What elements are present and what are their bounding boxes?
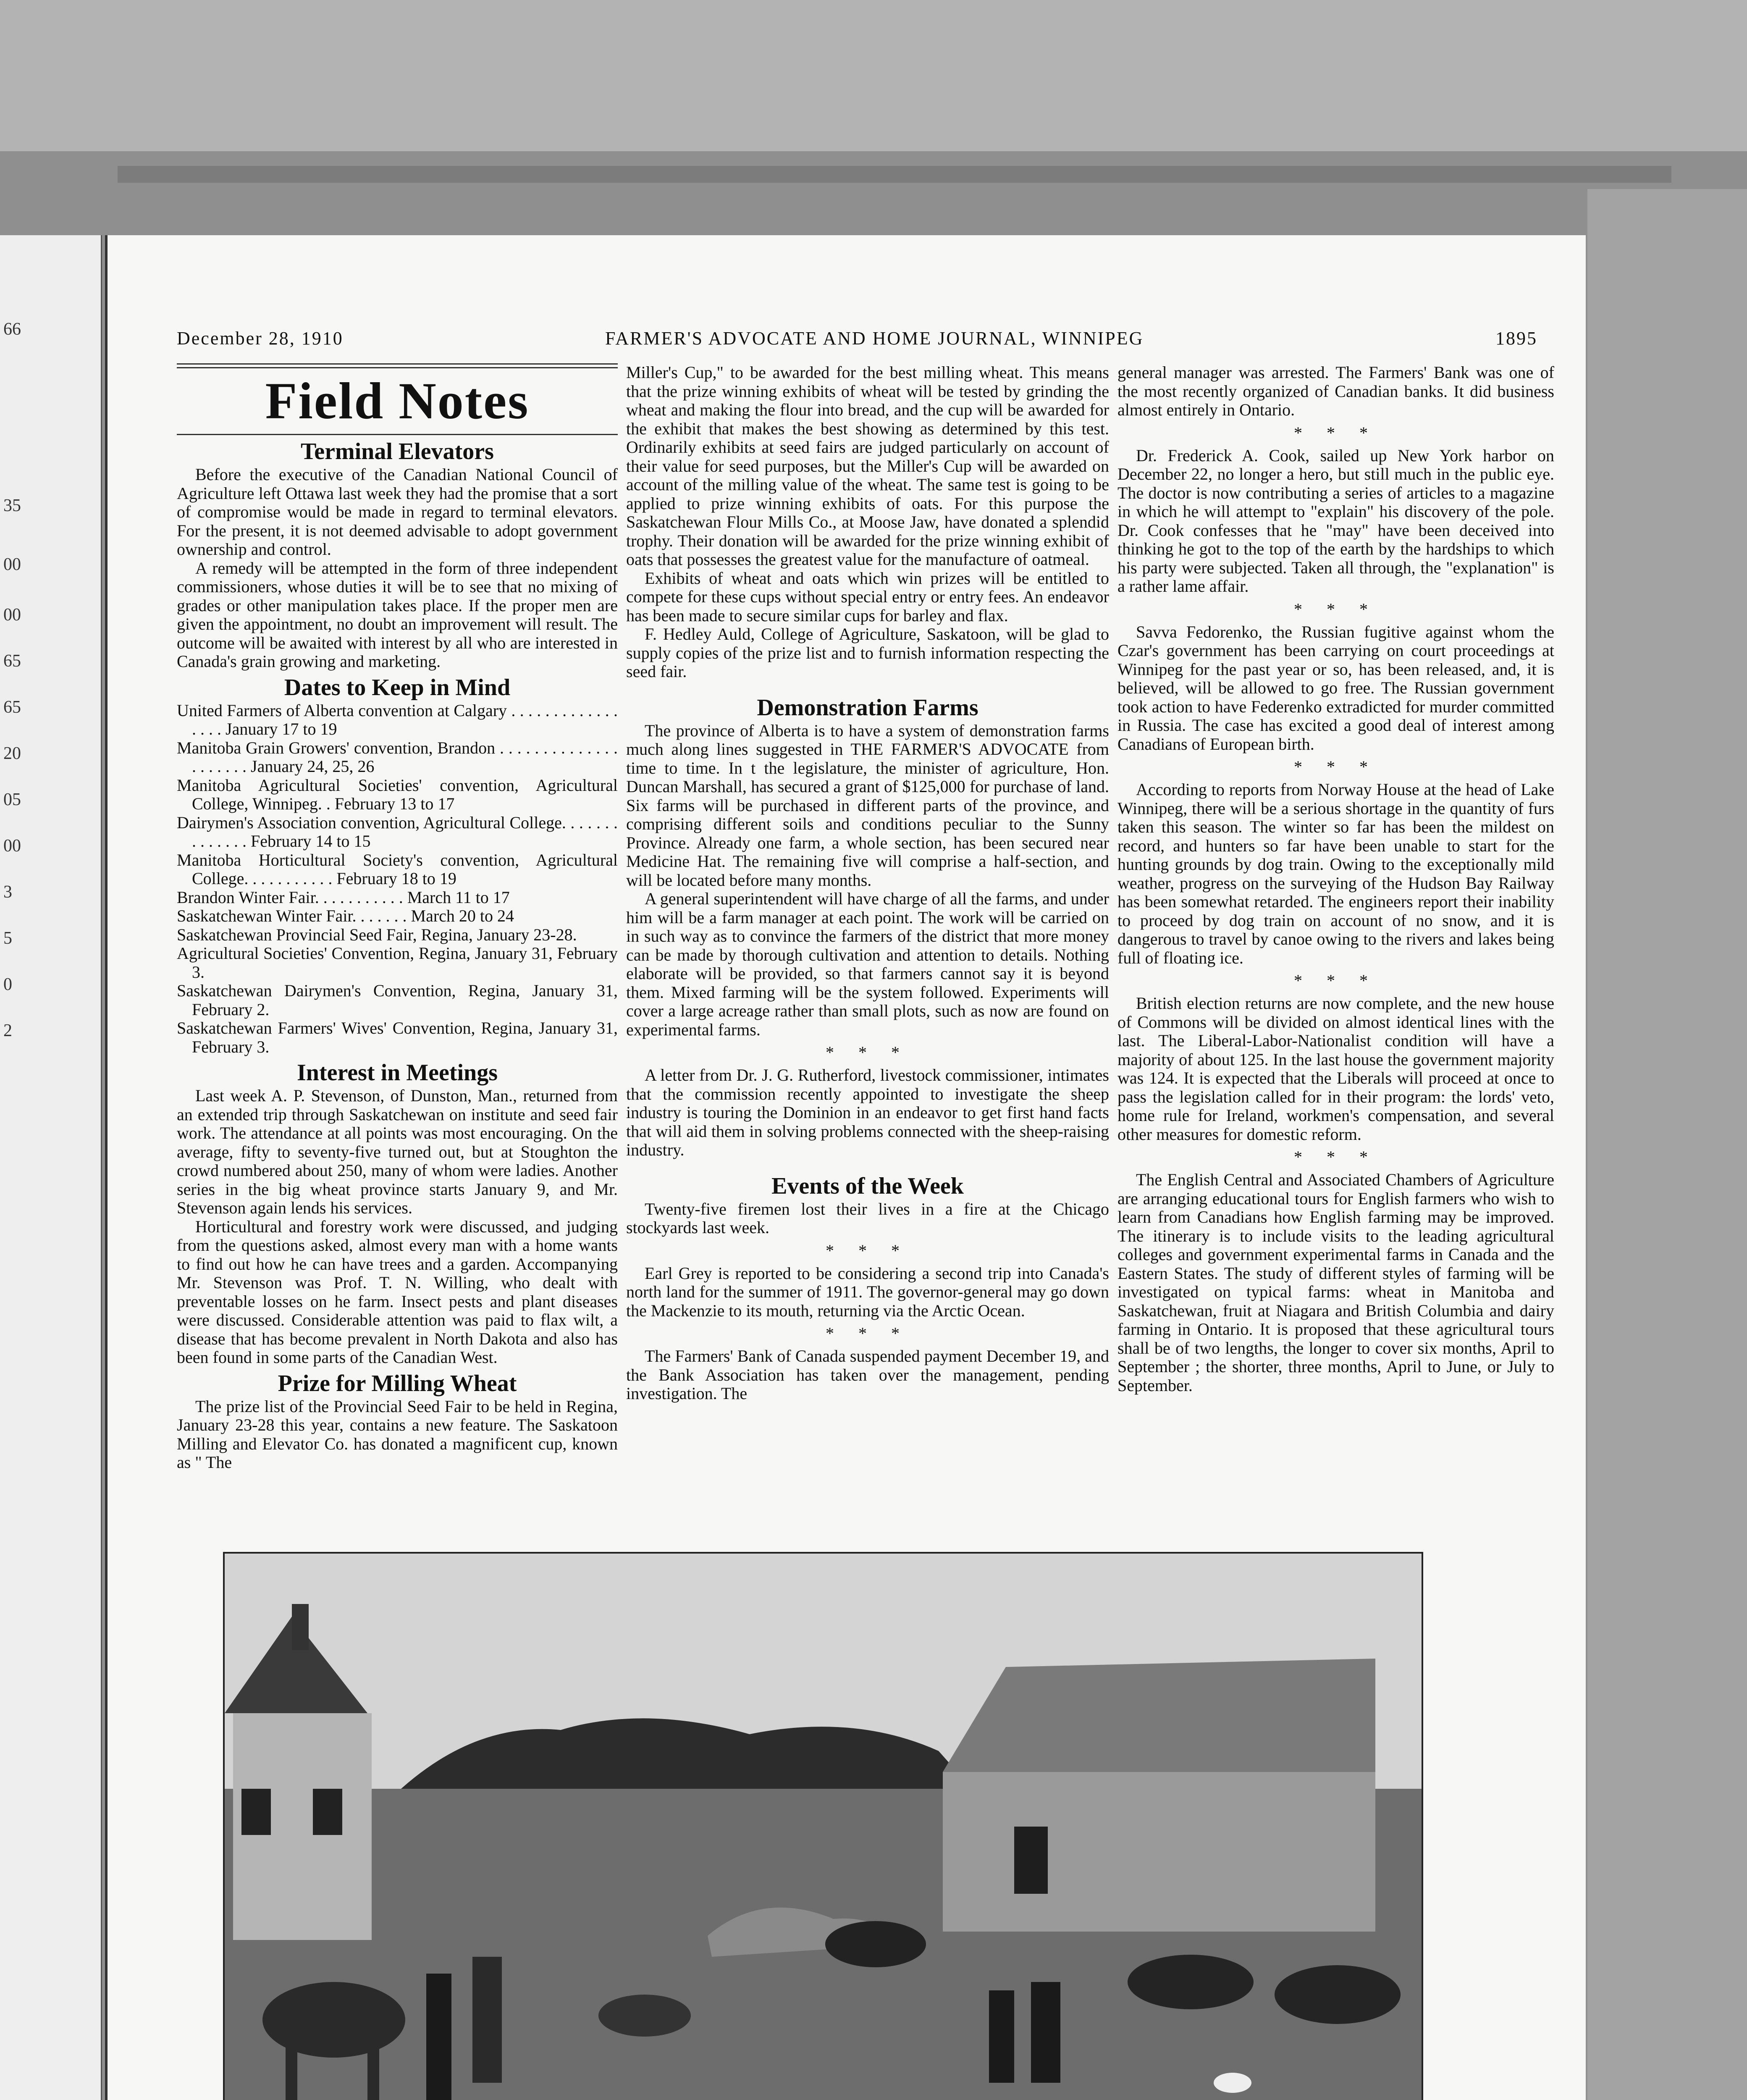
article-heading-meetings: Interest in Meetings	[297, 1060, 498, 1086]
dates-list	[177, 701, 618, 1057]
column-1	[177, 363, 618, 1472]
barn-door	[1014, 1827, 1048, 1894]
separator: * * *	[1294, 971, 1378, 990]
issue-date: December 28, 1910	[177, 328, 344, 349]
list-item: Brandon Winter Fair. . . . . . . . . . . March 11 to 17	[177, 887, 510, 907]
person	[472, 1957, 502, 2083]
article-paragraph: A general superintendent will have charge of all the farms, and under him will be a farm manager at each point. The work will be carried on in such way as to convince the farmers of the district that more money can be made by thorough cultivation and attention to details. Nothing elaborate will be provided, so that farmers cannot say it is beyond them. Mixed farming will be the system followed. Experiments will cover a large acreage rather than small plots, such as now are found on experimental farms.	[626, 889, 1109, 1039]
article-paragraph: A letter from Dr. J. G. Rutherford, livestock commissioner, intimates that the commission recently appointed to investigate the sheep industry is touring the Dominion in an endeavor to get first hand facts that will aid them in solving problems connected with the sheep-raising industry.	[626, 1066, 1109, 1159]
scan-mount-right	[1587, 189, 1747, 2100]
separator: * * *	[826, 1324, 910, 1343]
article-heading-dates: Dates to Keep in Mind	[284, 674, 511, 701]
facing-page-number: 35	[3, 496, 21, 515]
facing-page-edge	[0, 235, 102, 2100]
article-heading-terminal-elevators: Terminal Elevators	[301, 438, 494, 465]
facing-page-number: 00	[3, 836, 21, 856]
list-item: Manitoba Horticultural Society's convention, Agricultural College. . . . . . . . . . . February 18 to 19	[177, 850, 618, 888]
list-item: Saskatchewan Winter Fair. . . . . . . March 20 to 24	[177, 906, 514, 925]
person	[989, 1990, 1014, 2083]
section-masthead: Field Notes	[265, 372, 530, 430]
article-paragraph: Last week A. P. Stevenson, of Dunston, Man., returned from an extended trip through Saskatchewan on institute and seed fair work. The attendance at all points was most encouraging. On the average, fifty to seventy-five turned out, but at Stoughton the crowd numbered about 250, many of whom were ladies. Another series in the big wheat province starts January 9, and Mr. Stevenson again lends his services.	[177, 1086, 618, 1217]
list-item: Manitoba Grain Growers' convention, Brandon . . . . . . . . . . . . . . . . . . . . . January 24, 25, 26	[177, 738, 618, 776]
column-3	[1117, 363, 1554, 1395]
spacer	[626, 681, 1109, 691]
article-paragraph: Savva Fedorenko, the Russian fugitive against whom the Czar's government has been carrying on court proceedings at Winnipeg for the past year or so, has been released, and, it is believed, will be allowed to go free. The Russian government took action to have Federenko extradicted for murder committed in Russia. The case has excited a good deal of interest among Canadians of European birth.	[1117, 622, 1554, 753]
horse	[825, 1921, 926, 1967]
article-paragraph: The prize list of the Provincial Seed Fair to be held in Regina, January 23-28 this year, contains a new feature. The Saskatoon Milling and Elevator Co. has donated a magnificent cup, known as " The	[177, 1396, 618, 1472]
horse-leg	[367, 2045, 379, 2100]
article-paragraph: The Farmers' Bank of Canada suspended payment December 19, and the Bank Association has taken over the management, pending investigation. The	[626, 1347, 1109, 1403]
facing-page-number: 3	[3, 882, 12, 902]
running-head	[177, 328, 1537, 357]
article-paragraph: Horticultural and forestry work were discussed, and judging from the questions asked, almost every man with a home wants to find out how he can have trees and a garden. Accompanying Mr. Stevenson was Prof. T. N. Willing, who dealt with preventable losses on he farm. Insect pests and plant diseases were discussed. Considerable attention was paid to flax wilt, a disease that has become prevalent in North Dakota and also has been found in some parts of the Canadian West.	[177, 1217, 618, 1367]
separator: * * *	[826, 1043, 910, 1062]
article-paragraph: Before the executive of the Canadian National Council of Agriculture left Ottawa last week they had the promise that a sort of compromise would be made in regard to terminal elevators. For the present, it is not deemed advisable to adopt government ownership and control.	[177, 465, 618, 559]
scan-shadow-band	[118, 166, 1671, 183]
separator: * * *	[1294, 757, 1378, 776]
barn	[943, 1772, 1375, 1932]
spacer	[626, 1160, 1109, 1170]
list-item: Dairymen's Association convention, Agricultural College. . . . . . . . . . . . . . February 14 to 15	[177, 813, 618, 850]
facing-page-number: 00	[3, 605, 21, 625]
article-paragraph: Dr. Frederick A. Cook, sailed up New York harbor on December 22, no longer a hero, but still much in the public eye. The doctor is now contributing a series of articles to a magazine in which he will attempt to "explain" his discovery of the pole. Dr. Cook confesses that he "may" have been deceived into thinking he got to the top of the earth by the hardships to which his party were subjected. Taken all through, the "explanation" is a rather lame affair.	[1117, 446, 1554, 596]
farm-photograph	[223, 1552, 1423, 2100]
scan-background-top	[0, 0, 1747, 151]
separator: * * *	[826, 1241, 910, 1260]
facing-page-number: 5	[3, 929, 12, 948]
facing-page-number: 65	[3, 698, 21, 717]
separator: * * *	[1294, 599, 1378, 619]
horse	[262, 1982, 405, 2058]
article-paragraph: The English Central and Associated Chambers of Agriculture are arranging educational tours for English farmers who wish to learn from Canadians how English farming may be improved. The itinerary is to include visits to the leading agricultural colleges and government experimental farms in Canada and the Eastern States. The study of different styles of farming will be investigated on typical farms: wheat in Manitoba and Saskatchewan, fruit at Niagara and British Columbia and dairy farming in Ontario. It is proposed that these agricultural tours shall be of two lengths, the longer to cover six months, April to September ; the shorter, three months, April to June, or July to September.	[1117, 1170, 1554, 1395]
list-item: Saskatchewan Provincial Seed Fair, Regina, January 23-28.	[177, 925, 577, 944]
masthead-rule	[177, 434, 618, 435]
article-paragraph: Miller's Cup," to be awarded for the best milling wheat. This means that the prize winning exhibits of wheat will be tested by grinding the wheat and making the flour into bread, and the cup will be awarded for the exhibit that makes the best showing as determined by this test. Ordinarily exhibits at seed fairs are judged particularly on account of their value for seed purposes, but the Miller's Cup will be awarded on account of the milling value of the wheat. The same test is going to be applied to prize winning exhibits of oats. For this purpose the Saskatchewan Flour Mills Co., at Moose Jaw, have donated a splendid trophy. Their donation will be awarded for the prize winning exhibit of oats that possesses the greatest value for the manufacture of oatmeal.	[626, 363, 1109, 569]
facing-page-number: 2	[3, 1021, 12, 1040]
article-paragraph: Exhibits of wheat and oats which win prizes will be entitled to compete for these cups without special entry or entry fees. An endeavor has been made to secure similar cups for barley and flax.	[626, 568, 1109, 625]
article-paragraph: general manager was arrested. The Farmers' Bank was one of the most recently organized of Canadian banks. It did business almost entirely in Ontario.	[1117, 363, 1554, 419]
article-paragraph: F. Hedley Auld, College of Agriculture, Saskatoon, will be glad to supply copies of the prize list and to furnish information respecting the seed fair.	[626, 625, 1109, 681]
house-window	[313, 1789, 342, 1835]
house-window	[241, 1789, 271, 1835]
barn-roof	[943, 1659, 1375, 1772]
facing-page-number: 65	[3, 651, 21, 671]
article-heading-events: Events of the Week	[771, 1173, 964, 1199]
article-paragraph: According to reports from Norway House at the head of Lake Winnipeg, there will be a serious shortage in the quantity of furs taken this season. The winter so far has been the mildest on record, and hunters so far have been unable to start for the hunting grounds by dog train. Owing to the exceptionally mild weather, progress on the surveying of the Hudson Bay Railway has been somewhat retarded. The engineers report their inability to proceed by dog train on account of no snow, and it is dangerous to travel by canoe owing to the rivers and lakes being full of floating ice.	[1117, 780, 1554, 967]
facing-page-number: 00	[3, 555, 21, 574]
list-item: Manitoba Agricultural Societies' convention, Agricultural College, Winnipeg. . February 13 to 17	[177, 775, 618, 813]
pony-cart	[598, 1995, 691, 2037]
article-heading-prize: Prize for Milling Wheat	[278, 1370, 517, 1396]
separator: * * *	[1294, 423, 1378, 442]
list-item: Saskatchewan Dairymen's Convention, Regina, January 31, February 2.	[177, 981, 618, 1019]
horse-leg	[286, 2045, 297, 2100]
newspaper-page	[105, 235, 1586, 2100]
article-paragraph: Twenty-five firemen lost their lives in a fire at the Chicago stockyards last week.	[626, 1199, 1109, 1237]
facing-page-number: 0	[3, 975, 12, 994]
masthead-rule	[177, 363, 618, 365]
person	[426, 1974, 451, 2100]
horse	[1275, 1965, 1401, 2024]
masthead-rule	[177, 367, 618, 368]
article-paragraph: Earl Grey is reported to be considering a second trip into Canada's north land for the summer of 1911. The governor-general may go down the Mackenzie to its mouth, returning via the Arctic Ocean.	[626, 1263, 1109, 1320]
article-heading-demonstration-farms: Demonstration Farms	[757, 694, 978, 721]
facing-page-number: 66	[3, 320, 21, 339]
chimney	[292, 1604, 309, 1650]
article-paragraph: The province of Alberta is to have a system of demonstration farms much along lines suggested in THE FARMER'S ADVOCATE from time to time. In t the legislature, the minister of agriculture, Hon. Duncan Marshall, has secured a grant of $125,000 for purchase of land. Six farms will be purchased in different parts of the province, and comprising different soils and conditions peculiar to the Sunny Province. Already one farm, a whole section, has been secured near Medicine Hat. The remaining five will comprise a half-section, and will be located before many months.	[626, 721, 1109, 890]
facing-page-number: 05	[3, 790, 21, 809]
column-2	[626, 363, 1109, 1403]
page-number: 1895	[1495, 328, 1537, 349]
separator: * * *	[1294, 1147, 1378, 1166]
horse	[1128, 1955, 1254, 2009]
person	[1031, 1982, 1060, 2083]
dog	[1214, 2073, 1251, 2093]
list-item: United Farmers of Alberta convention at Calgary . . . . . . . . . . . . . . . . . January 17 to 19	[177, 701, 618, 738]
list-item: Agricultural Societies' Convention, Regina, January 31, February 3.	[177, 944, 618, 982]
article-paragraph: British election returns are now complete, and the new house of Commons will be divided on almost identical lines with the last. The Liberal-Labor-Nationalist condition will have a majority of about 125. In the last house the government majority was 124. It is expected that the Liberals will proceed at once to pass the legislation called for in their program: the lords' veto, home rule for Ireland, workmen's compensation, and several other measures for domestic reform.	[1117, 994, 1554, 1144]
facing-page-number: 20	[3, 744, 21, 763]
article-paragraph: A remedy will be attempted in the form of three independent commissioners, whose duties it will be to see that no mixing of grades or other manipulation takes place. If the proper men are given the appointment, no doubt an improvement will result. The outcome will be awaited with interest by all who are interested in Canada's grain growing and marketing.	[177, 558, 618, 671]
publication-title: FARMER'S ADVOCATE AND HOME JOURNAL, WINNIPEG	[605, 328, 1144, 349]
farm-scene-image	[225, 1554, 1422, 2100]
list-item: Saskatchewan Farmers' Wives' Convention, Regina, January 31, February 3.	[177, 1018, 618, 1056]
